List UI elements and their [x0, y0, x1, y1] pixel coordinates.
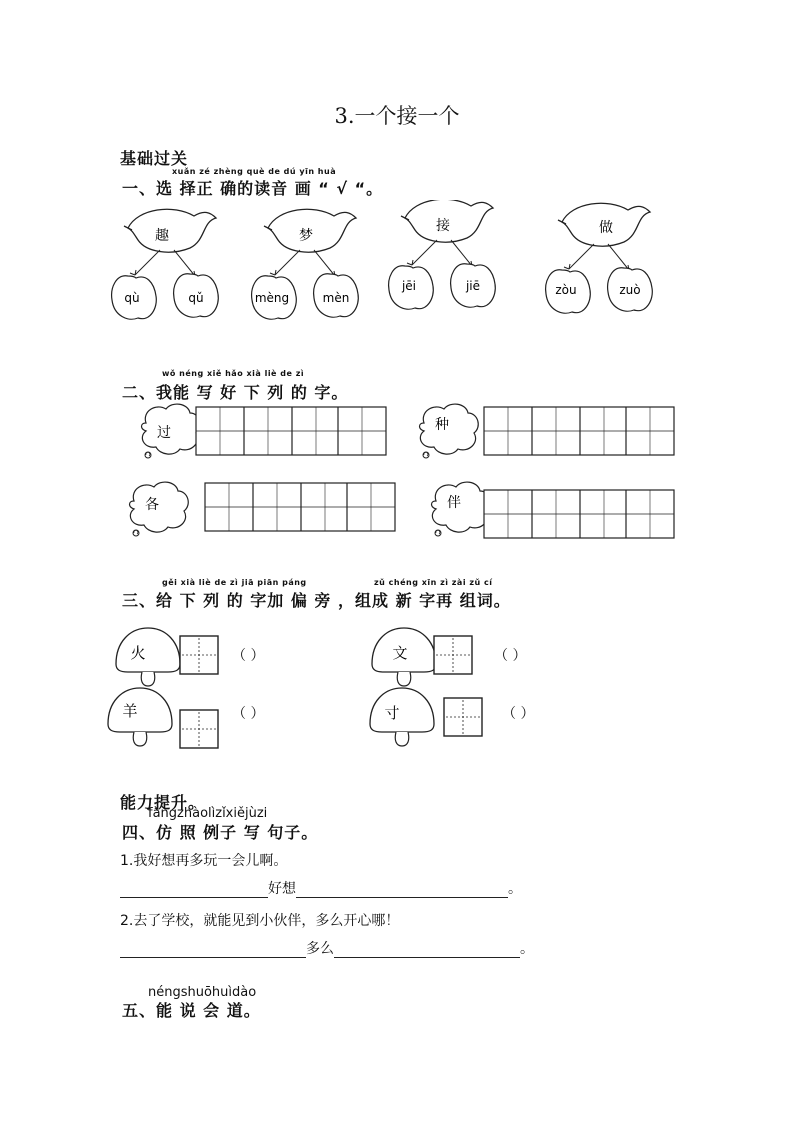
cherry-char: 接: [436, 218, 450, 234]
cherry-group-4: [546, 203, 653, 313]
tian-grid[interactable]: [444, 698, 482, 736]
cherry-option-left[interactable]: qù: [124, 291, 140, 305]
blank-2b[interactable]: [334, 943, 520, 958]
tian-grid[interactable]: [180, 636, 218, 674]
q3-heading: 三、给 下 列 的 字加 偏 旁 ，组成 新 字再 组词。: [122, 591, 511, 610]
writing-grid[interactable]: [484, 407, 674, 455]
q2-pinyin: wǒ néng xiě hǎo xià liè de zì: [162, 369, 305, 378]
writing-grids: [100, 395, 700, 545]
answer-paren[interactable]: （ ）: [502, 706, 535, 722]
q1-pinyin: xuǎn zé zhèng què de dú yīn huà: [172, 167, 337, 176]
q4-heading: 四、仿 照 例子 写 句子。: [122, 823, 319, 842]
practice-char: 种: [435, 417, 449, 433]
practice-char: 各: [145, 497, 159, 513]
writing-item-3: [130, 482, 396, 536]
cherry-option-left[interactable]: jēi: [401, 279, 417, 293]
writing-grid[interactable]: [205, 483, 395, 531]
q5-pinyin: néngshuōhuìdào: [148, 985, 257, 1000]
cherry-option-right[interactable]: jiē: [465, 279, 481, 293]
mushroom-item-1: [116, 628, 218, 686]
page-title: 3.一个接一个: [334, 104, 460, 128]
sentence-2-mid: 多么: [306, 941, 334, 957]
writing-item-1: [142, 404, 387, 458]
writing-item-2: [420, 404, 675, 458]
answer-paren[interactable]: （ ）: [232, 648, 265, 664]
cherry-char: 趣: [155, 228, 169, 244]
radical-char: 火: [130, 644, 146, 662]
cherry-option-left[interactable]: mèng: [254, 291, 290, 305]
tian-grid[interactable]: [180, 710, 218, 748]
radical-char: 寸: [384, 704, 400, 722]
writing-grid[interactable]: [484, 490, 674, 538]
example-1: 1.我好想再多玩一会儿啊。: [120, 853, 288, 869]
sentence-1-end: 。: [508, 881, 522, 897]
answer-paren[interactable]: （ ）: [232, 706, 265, 722]
sentence-1-row: [120, 878, 522, 898]
q3-pinyin-1: gěi xià liè de zì jiā piān páng: [162, 578, 307, 587]
cherry-groups: [100, 200, 700, 335]
radical-char: 羊: [122, 702, 138, 720]
practice-char: 过: [157, 425, 171, 441]
sentence-1-mid: 好想: [268, 881, 296, 897]
writing-item-4: [432, 482, 675, 538]
mushroom-item-2: [372, 628, 472, 686]
cherry-option-right[interactable]: mèn: [322, 291, 350, 305]
q3-pinyin-2: zǔ chéng xīn zì zài zǔ cí: [374, 578, 493, 587]
blank-2a[interactable]: [120, 943, 306, 958]
cherry-group-3: [389, 200, 496, 309]
sentence-2-row: [120, 938, 534, 958]
tian-grid[interactable]: [434, 636, 472, 674]
example-2: 2.去了学校，就能见到小伙伴，多么开心哪！: [120, 913, 400, 929]
cherry-char: 梦: [299, 228, 313, 244]
q1-heading: 一、选 择正 确的读音 画 “ √ “。: [122, 179, 384, 198]
cherry-char: 做: [599, 220, 613, 236]
blank-1b[interactable]: [296, 883, 508, 898]
q2-heading: 二、我能 写 好 下 列 的 字。: [122, 383, 349, 402]
ability-heading: 能力提升。: [120, 793, 206, 812]
basics-heading: 基础过关: [120, 149, 189, 168]
cherry-group-1: [112, 209, 219, 319]
cherry-option-right[interactable]: qǔ: [188, 291, 204, 305]
q5-heading: 五、能 说 会 道。: [122, 1001, 261, 1020]
q4-pinyin: fǎngzhàolìzǐxiějùzi: [148, 806, 268, 821]
practice-char: 伴: [447, 495, 461, 511]
cherry-option-left[interactable]: zòu: [555, 283, 577, 297]
blank-1a[interactable]: [120, 883, 268, 898]
cherry-option-right[interactable]: zuò: [619, 283, 641, 297]
mushroom-item-4: [370, 688, 482, 746]
sentence-2-end: 。: [520, 941, 534, 957]
answer-paren[interactable]: （ ）: [494, 648, 527, 664]
radical-char: 文: [392, 644, 408, 662]
cherry-group-2: [252, 209, 359, 319]
mushroom-exercises: [100, 620, 700, 755]
writing-grid[interactable]: [196, 407, 386, 455]
mushroom-item-3: [108, 688, 218, 748]
